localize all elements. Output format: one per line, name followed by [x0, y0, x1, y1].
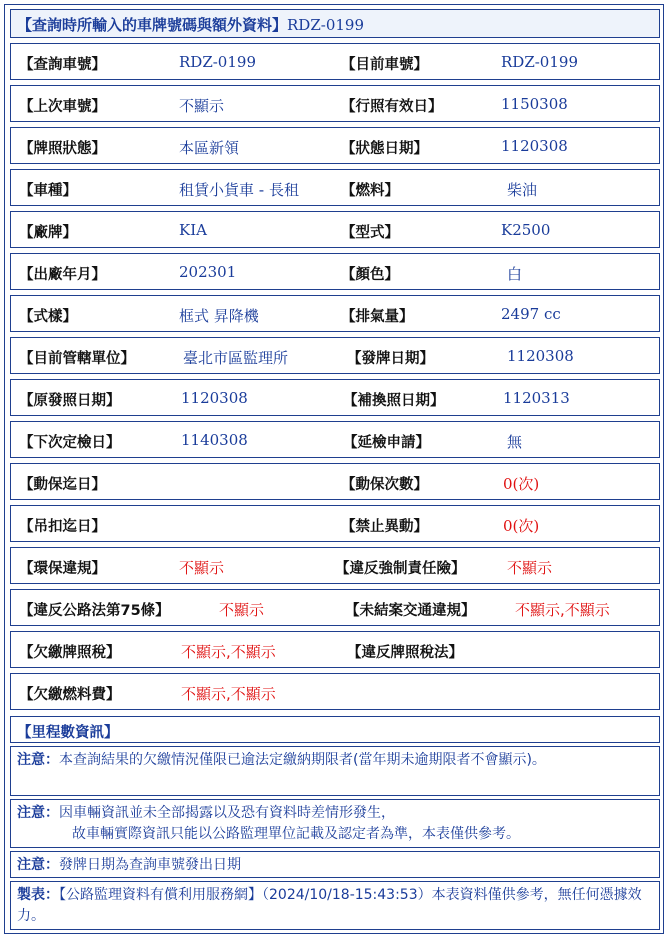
query-header — [10, 9, 660, 38]
info-row — [10, 505, 660, 542]
label-license-tax-violation: 【違反牌照稅法】 — [347, 645, 463, 661]
value-fuel: 柴油 — [507, 181, 538, 199]
mileage-title: 【里程數資訊】 — [17, 725, 119, 741]
label-fuel: 【燃料】 — [341, 183, 399, 199]
footer-key: 製表： — [17, 887, 59, 903]
value-license-valid-date: 1150308 — [501, 95, 568, 113]
label-next-inspection: 【下次定檢日】 — [19, 435, 121, 451]
label-replacement-date: 【補換照日期】 — [343, 393, 445, 409]
value-highway-act-violation: 不顯示 — [219, 601, 265, 619]
value-environmental-violation: 不顯示 — [179, 559, 225, 577]
info-row — [10, 547, 660, 584]
note-issue-date-key: 注意： — [17, 857, 59, 873]
info-row — [10, 337, 660, 374]
value-inspection-extension: 無 — [507, 433, 523, 451]
label-open-traffic-violations: 【未結案交通違規】 — [345, 603, 476, 619]
label-brand: 【廠牌】 — [19, 225, 77, 241]
label-suspension-end-date: 【吊扣迄日】 — [19, 519, 106, 535]
footer-text: 【公路監理資料有償利用服務網】（2024/10/18-15:43:53）本表資料僅供參考，無任何憑據效力。 — [17, 887, 642, 924]
info-row — [10, 85, 660, 122]
label-color: 【顏色】 — [341, 267, 399, 283]
value-manufacture-date: 202301 — [179, 263, 237, 281]
value-replacement-date: 1120313 — [503, 389, 570, 407]
info-row — [10, 253, 660, 290]
label-query-plate: 【查詢車號】 — [19, 57, 106, 73]
label-previous-plate: 【上次車號】 — [19, 99, 106, 115]
label-original-issue-date: 【原發照日期】 — [19, 393, 121, 409]
note-arrears — [10, 746, 660, 796]
value-status-date: 1120308 — [501, 137, 568, 155]
info-row — [10, 43, 660, 80]
header-plate: RDZ-0199 — [287, 16, 365, 34]
value-lien-count: 0(次) — [503, 475, 540, 493]
note-arrears-key: 注意： — [17, 752, 59, 768]
label-plate-status: 【牌照狀態】 — [19, 141, 106, 157]
label-model: 【型式】 — [341, 225, 399, 241]
value-plate-issue-date: 1120308 — [507, 347, 574, 365]
label-insurance-violation: 【違反強制責任險】 — [335, 561, 466, 577]
mileage-section — [10, 716, 660, 743]
value-unpaid-license-tax: 不顯示,不顯示 — [181, 643, 276, 661]
info-row — [10, 169, 660, 206]
info-row — [10, 421, 660, 458]
value-transfer-prohibited: 0(次) — [503, 517, 540, 535]
label-unpaid-license-tax: 【欠繳牌照稅】 — [19, 645, 121, 661]
label-jurisdiction: 【目前管轄單位】 — [19, 351, 135, 367]
report-frame — [4, 4, 664, 934]
note-disclaimer-line2: 故車輛實際資訊只能以公路監理單位記載及認定者為準，本表僅供參考。 — [72, 826, 520, 842]
label-lien-count: 【動保次數】 — [341, 477, 428, 493]
note-arrears-text: 本查詢結果的欠繳情況僅限已逾法定繳納期限者(當年期未逾期限者不會顯示)。 — [59, 752, 546, 768]
note-disclaimer-line1: 因車輛資訊並未全部揭露以及恐有資料時差情形發生， — [59, 805, 395, 821]
value-displacement: 2497 cc — [501, 305, 561, 323]
note-issue-date — [10, 851, 660, 878]
value-model: K2500 — [501, 221, 551, 239]
label-plate-issue-date: 【發牌日期】 — [347, 351, 434, 367]
value-previous-plate: 不顯示 — [179, 97, 225, 115]
value-color: 白 — [507, 265, 523, 283]
label-transfer-prohibited: 【禁止異動】 — [341, 519, 428, 535]
label-status-date: 【狀態日期】 — [341, 141, 428, 157]
note-issue-date-text: 發牌日期為查詢車號發出日期 — [59, 857, 241, 873]
value-plate-status: 本區新領 — [179, 139, 240, 157]
value-body-style: 框式 昇降機 — [179, 307, 259, 325]
label-current-plate: 【目前車號】 — [341, 57, 428, 73]
report-footer — [10, 881, 660, 930]
value-original-issue-date: 1120308 — [181, 389, 248, 407]
label-displacement: 【排氣量】 — [341, 309, 414, 325]
info-row — [10, 631, 660, 668]
label-manufacture-date: 【出廠年月】 — [19, 267, 106, 283]
info-row — [10, 211, 660, 248]
info-row — [10, 463, 660, 500]
value-next-inspection: 1140308 — [181, 431, 248, 449]
header-title: 【查詢時所輸入的車牌號碼與額外資料】RDZ-0199 — [17, 16, 365, 34]
value-unpaid-fuel-fee: 不顯示,不顯示 — [181, 685, 276, 703]
label-environmental-violation: 【環保違規】 — [19, 561, 106, 577]
info-row — [10, 589, 660, 626]
label-body-style: 【式樣】 — [19, 309, 77, 325]
value-open-traffic-violations: 不顯示,不顯示 — [515, 601, 610, 619]
label-inspection-extension: 【延檢申請】 — [343, 435, 430, 451]
label-license-valid-date: 【行照有效日】 — [341, 99, 443, 115]
value-query-plate: RDZ-0199 — [179, 53, 256, 71]
info-row — [10, 295, 660, 332]
value-brand: KIA — [179, 221, 207, 239]
value-current-plate: RDZ-0199 — [501, 53, 578, 71]
value-jurisdiction: 臺北市區監理所 — [183, 349, 289, 367]
value-insurance-violation: 不顯示 — [507, 559, 553, 577]
note-disclaimer — [10, 799, 660, 848]
info-row — [10, 127, 660, 164]
label-unpaid-fuel-fee: 【欠繳燃料費】 — [19, 687, 121, 703]
value-vehicle-type: 租賃小貨車 - 長租 — [179, 181, 299, 199]
note-disclaimer-key: 注意： — [17, 805, 59, 821]
info-row — [10, 673, 660, 710]
label-highway-act-violation: 【違反公路法第75條】 — [19, 603, 170, 619]
label-vehicle-type: 【車種】 — [19, 183, 77, 199]
info-row — [10, 379, 660, 416]
label-lien-end-date: 【動保迄日】 — [19, 477, 106, 493]
